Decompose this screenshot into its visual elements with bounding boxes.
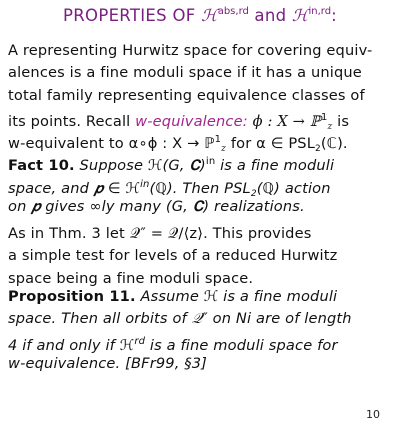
page-number: 10 bbox=[366, 408, 380, 421]
title-text: : bbox=[331, 6, 337, 25]
text-span: for α ∈ PSL bbox=[226, 135, 315, 153]
title-text: and bbox=[248, 6, 292, 25]
text-span: Assume ℋ is a fine moduli bbox=[135, 288, 338, 305]
text-line bbox=[8, 107, 396, 132]
text-span: its points. Recall bbox=[8, 112, 136, 130]
title-superscript: in,rd bbox=[308, 6, 332, 17]
text-line: As in Thm. 3 let 𝒬″ = 𝒬/⟨z⟩. This provides bbox=[8, 225, 312, 242]
fact-label: Fact 10. bbox=[8, 157, 75, 175]
text-line bbox=[8, 174, 396, 199]
text-line: alences is a fine moduli space if it has a unique bbox=[8, 64, 362, 82]
text-line: space being a fine moduli space. bbox=[8, 269, 254, 287]
paragraph-proposition bbox=[8, 286, 396, 375]
text-span: (ℚ) action bbox=[256, 179, 331, 197]
text-span: (ℂ). bbox=[320, 135, 348, 153]
math-subscript: z bbox=[327, 121, 333, 132]
paragraph-fine-moduli bbox=[8, 40, 396, 218]
title-superscript: abs,rd bbox=[217, 6, 249, 17]
text-line: a simple test for levels of a reduced Hurwitz bbox=[8, 247, 338, 265]
math-subscript: z bbox=[221, 144, 227, 155]
paragraph-test bbox=[8, 223, 396, 290]
proposition-label: Proposition 11. bbox=[8, 288, 136, 305]
math-superscript: rd bbox=[134, 335, 146, 347]
math-span: ϕ : X → ℙ bbox=[247, 112, 321, 130]
title-text: PROPERTIES OF bbox=[63, 6, 202, 25]
text-line bbox=[8, 129, 396, 155]
text-line bbox=[8, 331, 396, 353]
text-span: Suppose ℋ(G, 𝐂) bbox=[74, 157, 206, 175]
text-span: is a fine moduli space for bbox=[145, 336, 338, 354]
text-line: space. Then all orbits of 𝒬″ on Ni are of length bbox=[8, 310, 352, 328]
text-line: on 𝒑 gives ∞ly many (G, 𝐂) realizations. bbox=[8, 198, 305, 216]
math-subscript: 2 bbox=[315, 144, 321, 155]
text-span: (ℚ). Then PSL bbox=[149, 179, 251, 197]
text-span: 4 if and only if ℋ bbox=[8, 336, 135, 354]
text-line bbox=[8, 286, 396, 308]
math-superscript: 1 bbox=[320, 111, 328, 123]
text-line: total family representing equivalence classes of bbox=[8, 86, 365, 104]
text-line bbox=[8, 151, 396, 173]
math-superscript: 1 bbox=[214, 134, 222, 146]
math-superscript: in bbox=[140, 178, 150, 190]
title-symbol: ℋ bbox=[201, 6, 218, 25]
term-w-equivalence: w-equivalence: bbox=[135, 112, 248, 130]
text-span: w-equivalent to α∘ϕ : X → ℙ bbox=[8, 135, 215, 153]
text-line: A representing Hurwitz space for covering equiv- bbox=[8, 42, 373, 59]
text-span: is bbox=[332, 112, 350, 130]
title-symbol: ℋ bbox=[291, 6, 309, 25]
math-superscript: in bbox=[205, 156, 216, 168]
slide-title bbox=[0, 6, 400, 25]
text-span: space, and 𝒑 ∈ ℋ bbox=[8, 179, 141, 197]
text-span: is a fine moduli bbox=[215, 157, 335, 175]
text-line: w-equivalence. [BFr99, §3] bbox=[8, 354, 208, 372]
math-subscript: 2 bbox=[250, 188, 257, 199]
